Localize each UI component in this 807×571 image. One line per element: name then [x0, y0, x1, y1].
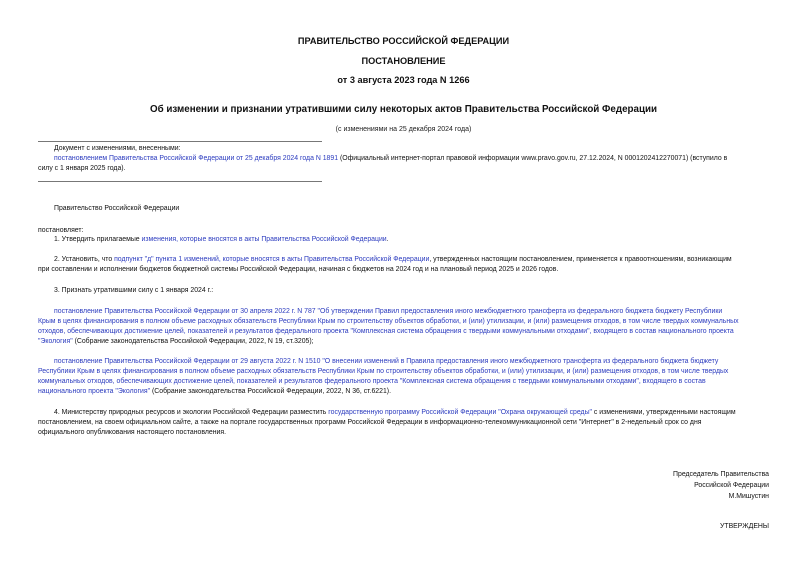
revision-note: (с изменениями на 25 декабря 2024 года): [335, 126, 472, 133]
act1-link-3[interactable]: отходов, обеспечивающих достижение целей, показателей и результатов федерального проекта "Комплексная система обращения с твердыми коммунальными отходами", входящего в состав национального проекта: [38, 328, 734, 335]
paragraph-4-line3: официального опубликования настоящего постановления.: [38, 429, 227, 436]
act2-link-4[interactable]: национального проекта "Экология": [38, 388, 151, 395]
paragraph-3: 3. Признать утратившими силу с 1 января 2024 г.:: [54, 287, 214, 294]
act1-link-2[interactable]: Крым в целях финансирования в полном объеме расходных обязательств Республики Крым по строительству объектов обработки, и (или) утилизации, и (или) размещения отходов, в том числе твердых коммунальных: [38, 318, 739, 325]
paragraph-4-line2: постановлением, на своем официальном сайте, а также на портале государственных программ Российской Федерации в информационно-телекоммуникационной сети "Интернет" в 2-недельный срок со дня: [38, 419, 702, 426]
paragraph-4-line1: [54, 408, 736, 418]
act2-line1: [54, 357, 718, 367]
act1-link-4[interactable]: "Экология": [38, 338, 73, 345]
government-subject: Правительство Российской Федерации: [54, 205, 180, 212]
paragraph-2-line2: при составлении и исполнении бюджетов бюджетной системы Российской Федерации, начиная с бюджетов на 2024 год и на плановый период 2025 и 2026 годов.: [38, 266, 559, 273]
act2-line3: [38, 377, 706, 387]
decree-word: постановляет:: [38, 227, 84, 234]
p1-suffix: .: [386, 236, 389, 243]
act1-line3: [38, 327, 734, 337]
act2-link-3[interactable]: коммунальных отходов, обеспечивающих достижение целей, показателей и результатов федерального проекта "Комплексная система обращения с твердыми коммунальными отходами", входящего в состав: [38, 378, 706, 385]
act1-line2: [38, 317, 739, 327]
signature-name: М.Мишустин: [728, 493, 769, 500]
bottom-divider: [38, 181, 322, 182]
approved-heading: УТВЕРЖДЕНЫ: [720, 523, 769, 530]
changes-effective: силу с 1 января 2025 года).: [38, 165, 126, 172]
document-date-number: от 3 августа 2023 года N 1266: [337, 75, 470, 85]
paragraph-1: [54, 235, 389, 245]
act1-line1: [54, 307, 722, 317]
p2-link[interactable]: подпункт "д" пункта 1 изменений, которые вносятся в акты Правительства Российской Федерации: [114, 256, 430, 263]
signature-country: Российской Федерации: [694, 482, 769, 489]
p2-prefix: 2. Установить, что: [54, 256, 115, 263]
act1-line4: [38, 337, 314, 347]
p4-link[interactable]: государственную программу Российской Федерации "Охрана окружающей среды": [328, 409, 592, 416]
act2-line4: [38, 387, 391, 397]
act2-line2: [38, 367, 728, 377]
act1-source: (Собрание законодательства Российской Федерации, 2022, N 19, ст.3205);: [72, 338, 314, 345]
act1-link-1[interactable]: постановление Правительства Российской Федерации от 30 апреля 2022 г. N 787 "Об утверждении Правил предоставления иного межбюджетного трансферта из федерального бюджета бюджету Республики: [54, 308, 723, 315]
p1-prefix: 1. Утвердить прилагаемые: [54, 236, 142, 243]
changes-intro: Документ с изменениями, внесенными:: [54, 145, 181, 152]
p4-prefix: 4. Министерству природных ресурсов и экологии Российской Федерации разместить: [54, 409, 329, 416]
changes-line: [54, 154, 768, 164]
signature-position: Председатель Правительства: [673, 471, 769, 478]
p1-link[interactable]: изменения, которые вносятся в акты Правительства Российской Федерации: [141, 236, 387, 243]
p4-rest: с изменениями, утвержденными настоящим: [591, 409, 736, 416]
document-title: Об изменении и признании утратившими силу некоторых актов Правительства Российской Федерации: [149, 104, 658, 115]
document-type: ПОСТАНОВЛЕНИЕ: [361, 56, 446, 66]
p2-rest: , утвержденных настоящим постановлением, применяется к правоотношениям, возникающим: [429, 256, 732, 263]
top-divider: [38, 141, 322, 142]
act2-link-2[interactable]: Республики Крым в целях финансирования в полном объеме расходных обязательств Республики Крым по строительству объектов обработки, и (или) утилизации, и (или) размещения отходов, в том числе твердых: [38, 368, 729, 375]
changes-source: (Официальный интернет-портал правовой информации www.pravo.gov.ru, 27.12.2024, N 0001202412270071) (вступило в: [338, 155, 728, 162]
changes-link[interactable]: постановлением Правительства Российской Федерации от 25 декабря 2024 года N 1891: [54, 155, 339, 162]
act2-source: (Собрание законодательства Российской Федерации, 2022, N 36, ст.6221).: [150, 388, 391, 395]
paragraph-2-line1: [54, 255, 732, 265]
act2-link-1[interactable]: постановление Правительства Российской Федерации от 29 августа 2022 г. N 1510 "О внесении изменений в Правила предоставления иного межбюджетного трансферта из федерального бюджета бюджету: [54, 358, 719, 365]
government-heading: ПРАВИТЕЛЬСТВО РОССИЙСКОЙ ФЕДЕРАЦИИ: [297, 36, 510, 46]
